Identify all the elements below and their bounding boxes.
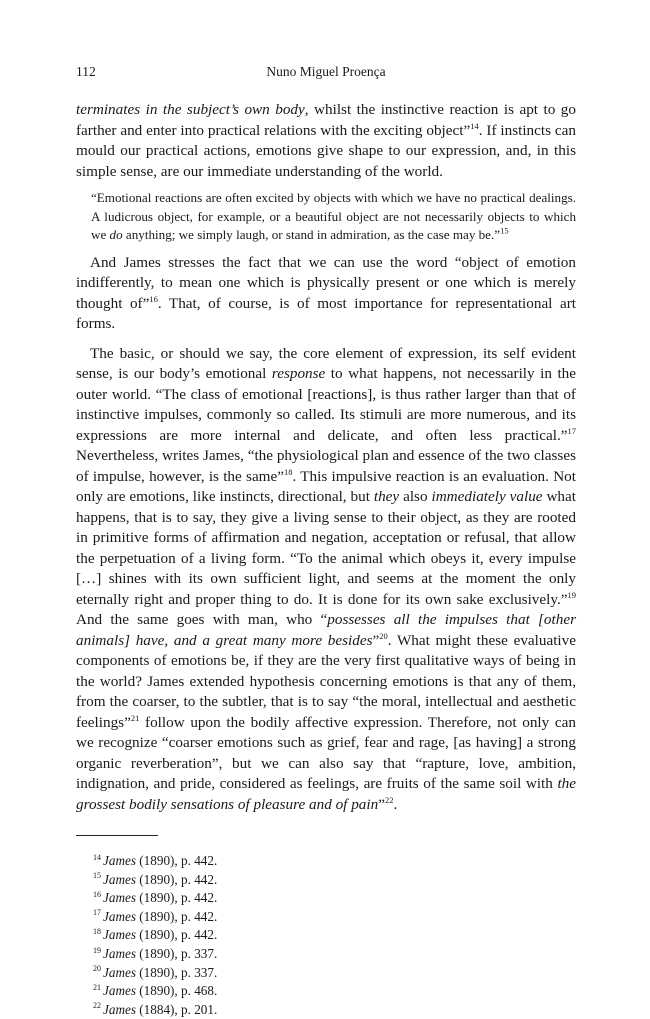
footnote: $^{14}$ James (1890), p. 442.: [93, 852, 218, 868]
footnote-ref: 18: [283, 466, 293, 477]
footnote-number: 20: [93, 964, 101, 974]
footnote-number: 16: [93, 889, 101, 899]
footnote: $^{16}$ James (1890), p. 442.: [93, 889, 218, 906]
footnote-author: James: [103, 908, 136, 924]
emphasis: they: [373, 488, 400, 505]
running-title: Nuno Miguel Proença: [266, 64, 386, 79]
page: [76, 64, 576, 1019]
emphasis: response: [271, 365, 326, 382]
emphasis: immediately value: [431, 488, 543, 505]
footnote-number: 17: [93, 908, 101, 918]
footnote: $^{15}$ James (1890), p. 442.: [93, 871, 218, 887]
footnote-number: 21: [93, 982, 101, 992]
emphasis: do: [109, 227, 123, 242]
footnote-ref: 17: [567, 425, 576, 436]
footnote-ref: 16: [149, 293, 158, 304]
footnote-author: James: [103, 983, 136, 999]
running-head: [76, 64, 576, 86]
footnote-author: James: [103, 1001, 136, 1017]
footnote-number: 22: [93, 1001, 101, 1011]
footnote-ref: 19: [567, 589, 576, 600]
footnote-ref: 14: [470, 120, 479, 131]
footnote-number: 14: [93, 852, 101, 862]
paragraph-1: terminates in the subject’s own body, whilst the instinctive reaction is apt to go farther and enter into practical relations with the exciting object”$^{14}$. If instincts can mould our practical actions, emotions give shape to our expression, and, in this simple sense, are our immediate understanding of the world.: [76, 101, 576, 180]
emphasis: the grossest bodily sensations of pleasure and of pain: [76, 775, 576, 813]
footnote-number: 18: [93, 926, 101, 936]
footnote-author: James: [103, 964, 136, 980]
footnote-author: James: [103, 871, 136, 887]
paragraph-3: The basic, or should we say, the core element of expression, its self evident sense, is our body’s emotional response to what happens, not necessarily in the outer world. “The class of emotional [reactions], is thus rather larger than that of instinctive impulses, commonly so called. Its stimuli are more numerous, and its expressions are more internal and delicate, and often less practical.”$^{17}$ Nevertheless, writes James, “the physiological plan and essence of the two classes of impulse, however, is the same”$^{18}$. This impulsive reaction is an evaluation. Not only are emotions, like instincts, directional, but they also immediately value what happens, that is to say, they give a living sense to their object, as they are rooted in primitive forms of affirmation and negation, acceptation or refusal, that allow the perpetuation of a living form. “To the animal which obeys it, every impulse […] shines with its own sufficient light, and seems at the moment the only eternally right and proper thing to do. It is done for its own sake exclusively.”$^{19}$ And the same goes with man, who “possesses all the impulses that [other animals] have, and a great many more besides”$^{20}$. What might these evaluative components of emotions be, if they are the very first qualitative ways of being in the world? James extended hypothesis concerning emotions is that any of them, from the coarser, to the subtler, that is to say “the moral, intellectual and aesthetic feelings”$^{21}$ follow upon the bodily affective expression. Therefore, not only can we recognize “coarser emotions such as grief, fear and rage, [as having] a strong organic reverberation”, but we can also say that “rapture, love, ambition, indignation, and pride, considered as feelings, are fruits of the same soil with the grossest bodily sensations of pleasure and of pain”$^{22}$.: [76, 344, 576, 813]
footnotes: [76, 852, 576, 1019]
footnote-ref: 20: [379, 630, 388, 641]
footnote: $^{22}$ James (1884), p. 201.: [93, 1001, 218, 1017]
footnote-author: James: [103, 890, 136, 906]
body-text: [76, 100, 576, 815]
footnote-ref: 22: [384, 794, 394, 805]
quote-text: “Emotional reactions are often excited by objects with which we have no practical dealings. A ludicrous object, for example, or a beautiful object are not necessarily objects to which we do anything; we simply laugh, or stand in admiration, as the case may be.”$^{15}$: [91, 190, 576, 242]
footnote-ref: 15: [500, 225, 509, 236]
footnote: $^{19}$ James (1890), p. 337.: [93, 945, 218, 961]
footnote-author: James: [103, 927, 136, 943]
emphasis: terminates in the subject’s own body: [76, 101, 305, 118]
footnote: $^{20}$ James (1890), p. 337.: [93, 964, 218, 980]
paragraph-2: And James stresses the fact that we can use the word “object of emotion indifferently, to mean one which is physically present or one which is merely thought of”$^{16}$. That, of course, is of most importance for representational art forms.: [76, 253, 576, 332]
emphasis: possesses all the impulses that [other animals] have, and a great many more besides: [76, 611, 576, 649]
footnote-number: 15: [93, 871, 101, 881]
footnote-author: James: [103, 945, 136, 961]
footnote: $^{21}$ James (1890), p. 468.: [93, 982, 218, 999]
footnote: $^{17}$ James (1890), p. 442.: [93, 908, 218, 924]
footnote-ref: 21: [130, 712, 140, 723]
footnote-number: 19: [93, 945, 101, 955]
footnote-divider: [76, 835, 158, 836]
footnote-author: James: [103, 853, 136, 868]
page-number: 112: [76, 64, 96, 79]
block-quote: [91, 189, 576, 245]
footnote: $^{18}$ James (1890), p. 442.: [93, 926, 218, 943]
